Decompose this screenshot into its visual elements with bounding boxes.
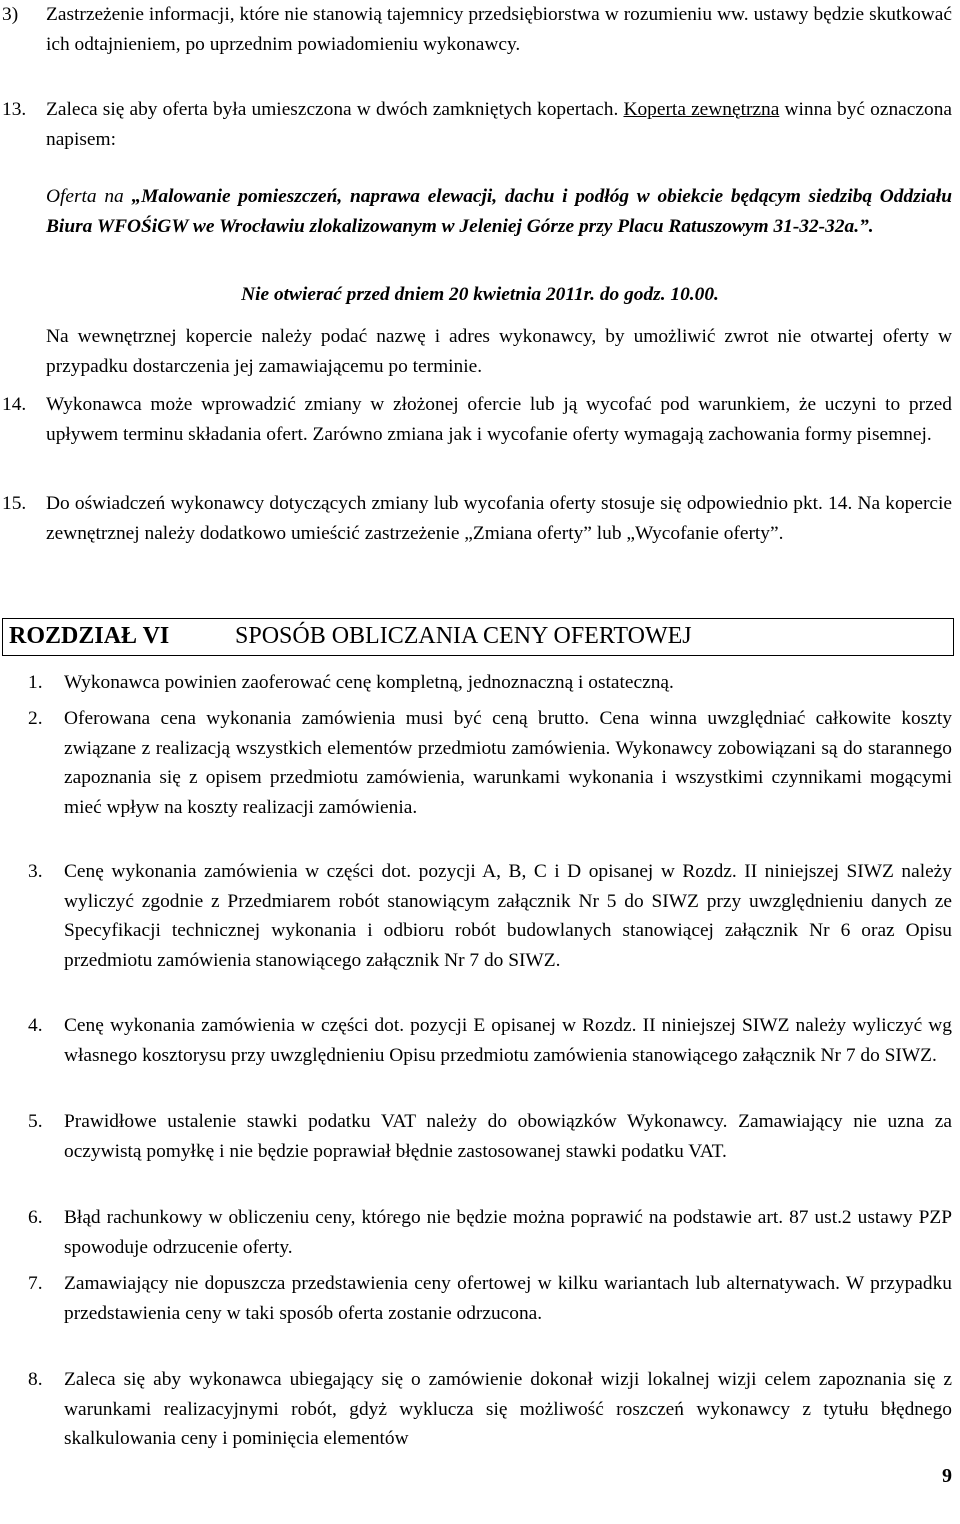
point-number: 1. — [28, 672, 43, 693]
item-text: winna być oznaczona napisem: — [46, 99, 952, 150]
point-text: Prawidłowe ustalenie stawki podatku VAT należy do obowiązków Wykonawcy. Zamawiający nie uzna za oczywistą pomyłkę i nie będzie poprawiał błędnie zastosowanej stawki podatku VAT. — [64, 1111, 952, 1162]
item-number: 14. — [2, 394, 27, 415]
point-text: Cenę wykonania zamówienia w części dot. pozycji E opisanej w Rozdz. II niniejszej SIWZ należy wyliczyć wg własnego kosztorysu przy uwzględnieniu Opisu przedmiotu zamówienia stanowiącego załącznik Nr 7 do SIWZ. — [64, 1015, 952, 1066]
item-text: Zaleca się aby oferta była umieszczona w dwóch zamkniętych kopertach. — [46, 99, 619, 120]
section-heading — [2, 618, 954, 656]
point-number: 6. — [28, 1207, 43, 1228]
item-13 — [0, 95, 960, 154]
point-number: 2. — [28, 708, 43, 729]
point-1 — [0, 668, 960, 698]
envelope-label — [0, 182, 960, 241]
page-number: 9 — [942, 1465, 952, 1487]
point-number: 3. — [28, 861, 43, 882]
item-15 — [0, 489, 960, 548]
item-text: Do oświadczeń wykonawcy dotyczących zmiany lub wycofania oferty stosuje się odpowiednio pkt. 14. Na kopercie zewnętrznej należy dodatkowo umieścić zastrzeżenie „Zmiana oferty” lub „Wycofanie oferty”. — [46, 493, 952, 544]
point-5 — [0, 1107, 960, 1166]
inner-envelope-text: Na wewnętrznej kopercie należy podać nazwę i adres wykonawcy, by umożliwić zwrot nie otwartej oferty w przypadku dostarczenia jej zamawiającemu po terminie. — [46, 326, 952, 377]
point-7 — [0, 1269, 960, 1328]
point-text: Cenę wykonania zamówienia w części dot. pozycji A, B, C i D opisanej w Rozdz. II niniejszej SIWZ należy wyliczyć zgodnie z Przedmiarem robót stanowiącym załącznik Nr 5 do SIWZ przy uwzględnieniu danych ze Specyfikacji technicznej wykonania i odbioru robót budowlanych stanowiącej załącznik Nr 6 oraz Opisu przedmiotu zamówienia stanowiącego załącznik Nr 7 do SIWZ. — [64, 861, 952, 971]
item-text: Zastrzeżenie informacji, które nie stanowią tajemnicy przedsiębiorstwa w rozumieniu ww. ustawy będzie skutkować ich odtajnieniem, po uprzednim powiadomieniu wykonawcy. — [46, 4, 952, 55]
point-2 — [0, 704, 960, 822]
point-number: 7. — [28, 1273, 43, 1294]
point-4 — [0, 1011, 960, 1070]
item-text: Wykonawca może wprowadzić zmiany w złożonej ofercie lub ją wycofać pod warunkiem, że uczyni to przed upływem terminu składania ofert. Zarówno zmiana jak i wycofanie oferty wymagają zachowania formy pisemnej. — [46, 394, 952, 445]
point-text: Zaleca się aby wykonawca ubiegający się o zamówienie dokonał wizji lokalnej wizji celem zapoznania się z warunkami realizacyjnymi robót, gdyż wyklucza się możliwość roszczeń wykonawcy z tytułu błędnego skalkulowania ceny i pominięcia elementów — [64, 1369, 952, 1449]
point-8 — [0, 1365, 960, 1454]
point-text: Oferowana cena wykonania zamówienia musi być ceną brutto. Cena winna uwzględniać całkowite koszty związane z realizacją wszystkich elementów przedmiotu zamówienia. Wykonawcy zobowiązani są do starannego zapoznania się z opisem przedmiotu zamówienia, warunkami wykonania i wszystkimi czynnikami mogącymi mieć wpływ na koszty realizacji zamówienia. — [64, 708, 952, 818]
point-6 — [0, 1203, 960, 1262]
envelope-deadline — [0, 280, 960, 310]
point-number: 4. — [28, 1015, 43, 1036]
underlined-text: Koperta zewnętrzna — [623, 99, 780, 120]
point-text: Błąd rachunkowy w obliczeniu ceny, którego nie będzie można poprawić na podstawie art. 87 ust.2 ustawy PZP spowoduje odrzucenie oferty. — [64, 1207, 952, 1258]
point-3 — [0, 857, 960, 975]
item-number: 13. — [2, 99, 27, 120]
item-number: 15. — [2, 493, 27, 514]
point-text: Zamawiający nie dopuszcza przedstawienia ceny ofertowej w kilku wariantach lub alternatywach. W przypadku przedstawienia ceny w taki sposób oferta zostanie odrzucona. — [64, 1273, 952, 1324]
section-title: SPOSÓB OBLICZANIA CENY OFERTOWEJ — [235, 623, 692, 649]
point-number: 8. — [28, 1369, 43, 1390]
deadline-text: Nie otwierać przed dniem 20 kwietnia 2011r. do godz. 10.00. — [241, 284, 719, 305]
envelope-intro: Oferta na — [46, 186, 124, 207]
item-14 — [0, 390, 960, 449]
item-3 — [0, 0, 960, 59]
item-number: 3) — [2, 4, 19, 25]
point-number: 5. — [28, 1111, 43, 1132]
inner-envelope-note — [0, 322, 960, 381]
point-text: Wykonawca powinien zaoferować cenę kompletną, jednoznaczną i ostateczną. — [64, 672, 674, 693]
section-number: ROZDZIAŁ VI — [9, 623, 170, 649]
envelope-title: „Malowanie pomieszczeń, naprawa elewacji, dachu i podłóg w obiekcie będącym siedzibą Oddziału Biura WFOŚiGW we Wrocławiu zlokalizowanym w Jeleniej Górze przy Placu Ratuszowym 31-32-32a.”. — [46, 186, 952, 237]
